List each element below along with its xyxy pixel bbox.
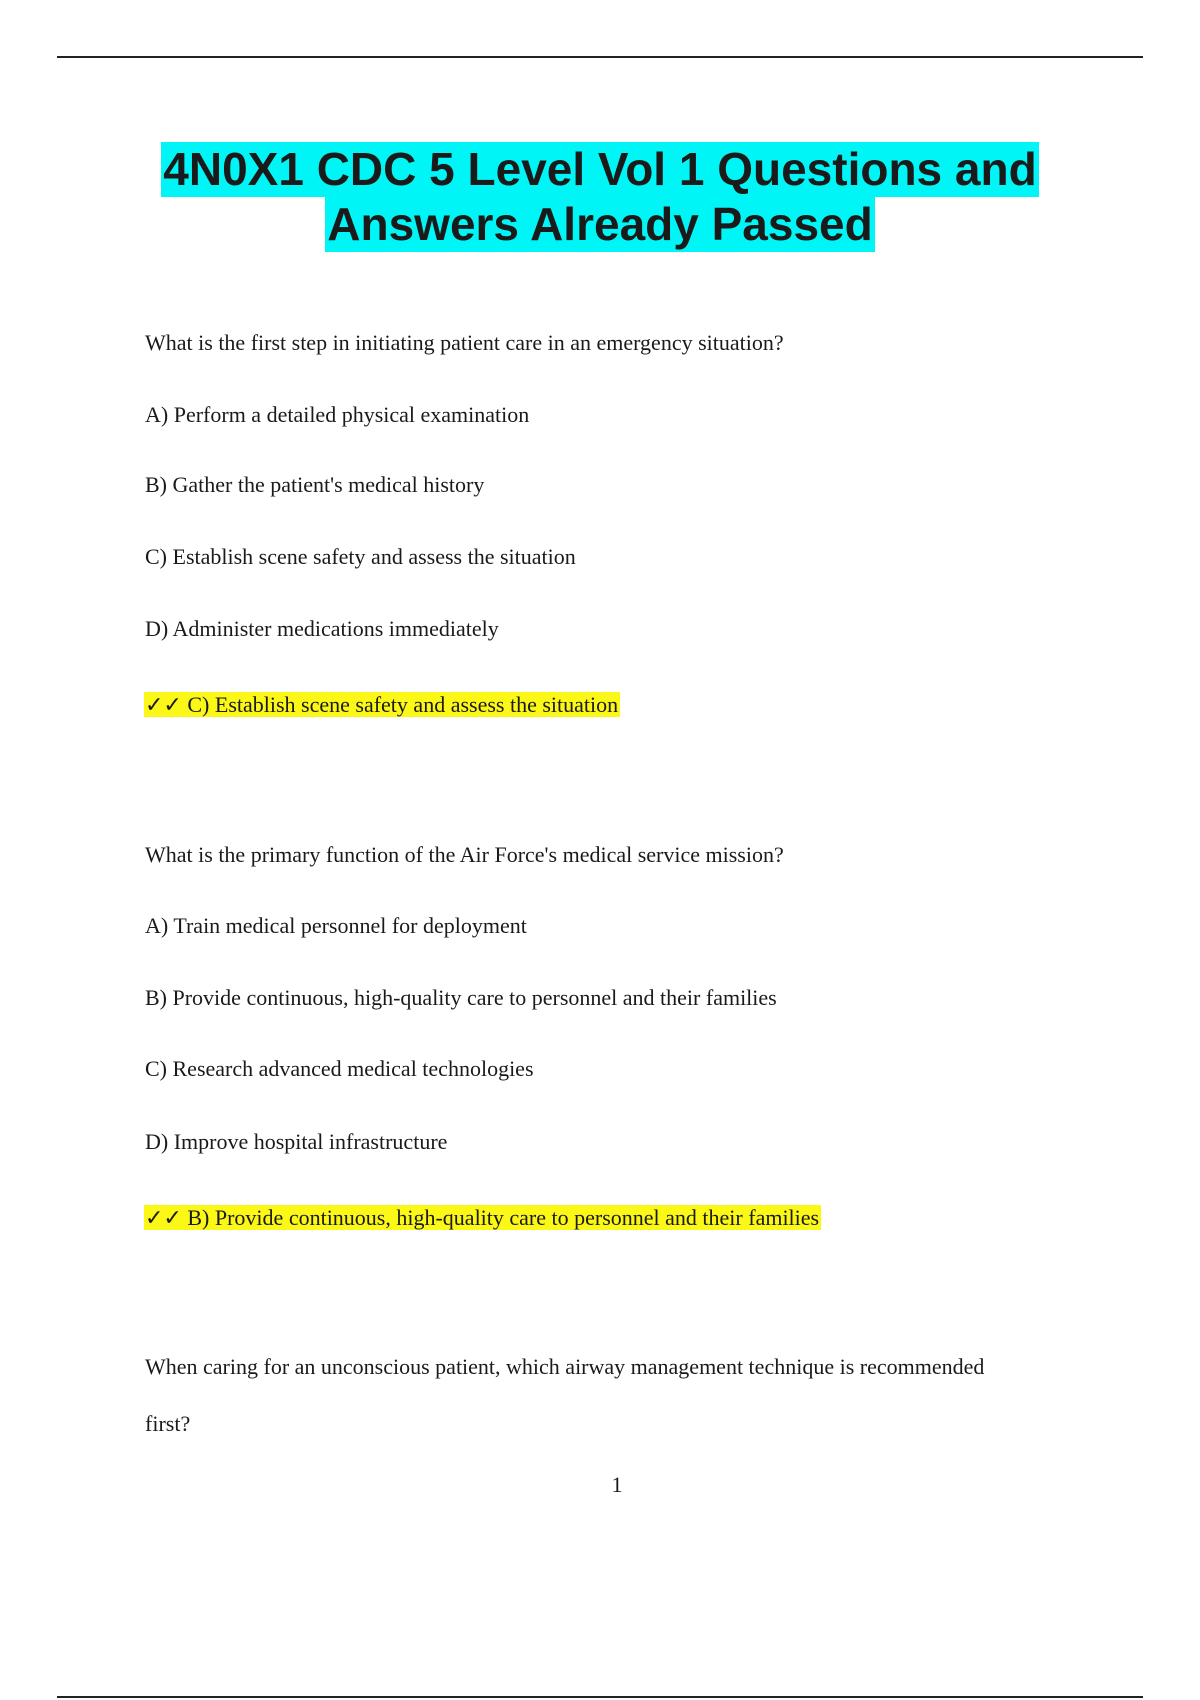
- question-2-option-a: A) Train medical personnel for deployment: [145, 913, 527, 938]
- top-rule: [57, 56, 1143, 58]
- question-2-answer: [145, 1203, 821, 1234]
- question-2-option-d: D) Improve hospital infrastructure: [145, 1129, 448, 1154]
- question-1-option-a: A) Perform a detailed physical examination: [145, 402, 530, 427]
- question-1-option-c: C) Establish scene safety and assess the situation: [145, 544, 576, 569]
- bottom-rule: [57, 1696, 1143, 1698]
- question-1-option-d: D) Administer medications immediately: [145, 616, 499, 641]
- answer-highlight: [144, 692, 620, 717]
- title-line-2: Answers Already Passed: [327, 198, 873, 250]
- question-2-option-c: C) Research advanced medical technologies: [145, 1056, 534, 1081]
- question-1-text: What is the first step in initiating patient care in an emergency situation?: [145, 330, 784, 355]
- question-3-text-line-2: first?: [145, 1411, 191, 1436]
- question-2-option-b: B) Provide continuous, high-quality care to personnel and their families: [145, 985, 777, 1010]
- question-2-text: What is the primary function of the Air Force's medical service mission?: [145, 842, 784, 867]
- page-number: 1: [611, 1472, 623, 1497]
- question-1-option-b: B) Gather the patient's medical history: [145, 472, 485, 497]
- double-check-icon: ✓✓: [145, 1206, 182, 1231]
- document-title: [0, 142, 1200, 252]
- answer-text: C) Establish scene safety and assess the situation: [187, 692, 619, 717]
- double-check-icon: ✓✓: [145, 693, 182, 718]
- answer-highlight: [144, 1205, 821, 1230]
- question-1-answer: [145, 690, 620, 721]
- title-line-1: 4N0X1 CDC 5 Level Vol 1 Questions and: [163, 143, 1037, 195]
- question-3-text-line-1: When caring for an unconscious patient, which airway management technique is recommended: [145, 1354, 985, 1379]
- answer-text: B) Provide continuous, high-quality care to personnel and their families: [187, 1205, 820, 1230]
